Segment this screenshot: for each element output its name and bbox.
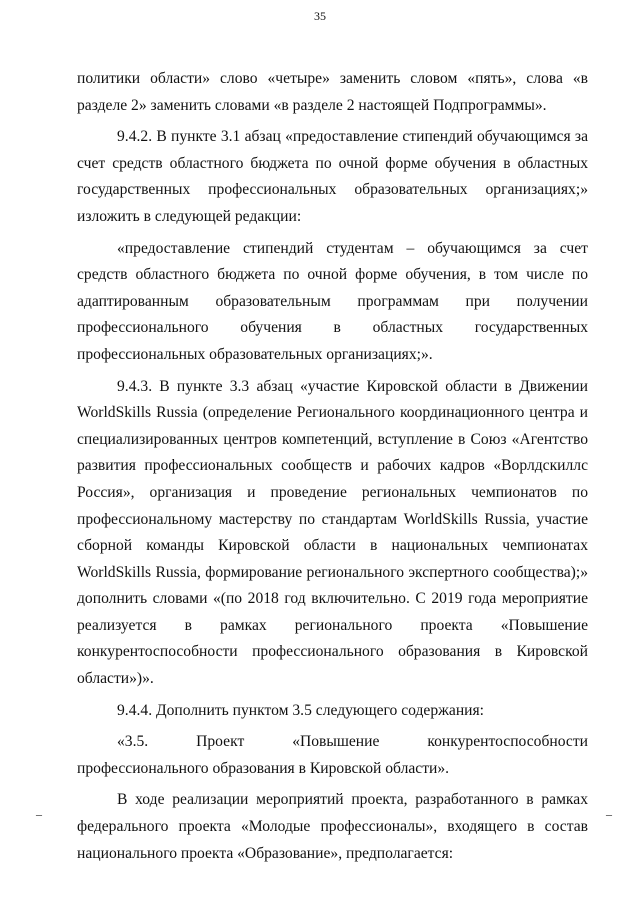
paragraph-quoted-scholarship: «предоставление стипендий студентам – обучающимся за счет средств областного бюджета по очной форме обучения, в том числе по адаптированным образовательным программам при получении профессионального обучения в областных государственных профессиональных образовательных организациях;». — [77, 239, 588, 363]
paragraph-9-4-2: 9.4.2. В пункте 3.1 абзац «предоставление стипендий обучающимся за счет средств областного бюджета по очной форме обучения в областных государственных профессиональных образовательных организациях;» изложить в следующей редакции: — [77, 128, 588, 225]
margin-mark-left: – — [36, 807, 42, 821]
paragraph-implementation: В ходе реализации мероприятий проекта, разработанного в рамках федерального проекта «Молодые профессионалы», входящего в состав национального проекта «Образование», предполагается: — [77, 791, 588, 862]
paragraph-3-5-project: «3.5. Проект «Повышение конкурентоспособности профессионального образования в Кировской области». — [77, 733, 588, 777]
document-body — [77, 66, 588, 872]
paragraph-9-4-4: 9.4.4. Дополнить пунктом 3.5 следующего содержания: — [117, 701, 485, 719]
paragraph-continuation: политики области» слово «четыре» заменить словом «пять», слова «в разделе 2» заменить словами «в разделе 2 настоящей Подпрограммы». — [77, 70, 588, 114]
page-number: 35 — [314, 9, 326, 23]
paragraph-9-4-3: 9.4.3. В пункте 3.3 абзац «участие Кировской области в Движении WorldSkills Russia (определение Регионального координационного центра и специализированных центров компетенций, вступление в Союз «Агентство развития профессиональных сообществ и рабочих кадров «Ворлдскиллс Россия», организация и проведение региональных чемпионатов по профессиональному мастерству по стандартам WorldSkills Russia, участие сборной команды Кировской области в национальных чемпионатах WorldSkills Russia, формирование регионального экспертного сообщества);» дополнить словами «(по 2018 год включительно. С 2019 года мероприятие реализуется в рамках регионального проекта «Повышение конкурентоспособности профессионального образования в Кировской области»)». — [77, 377, 588, 688]
margin-mark-right: – — [606, 807, 612, 821]
